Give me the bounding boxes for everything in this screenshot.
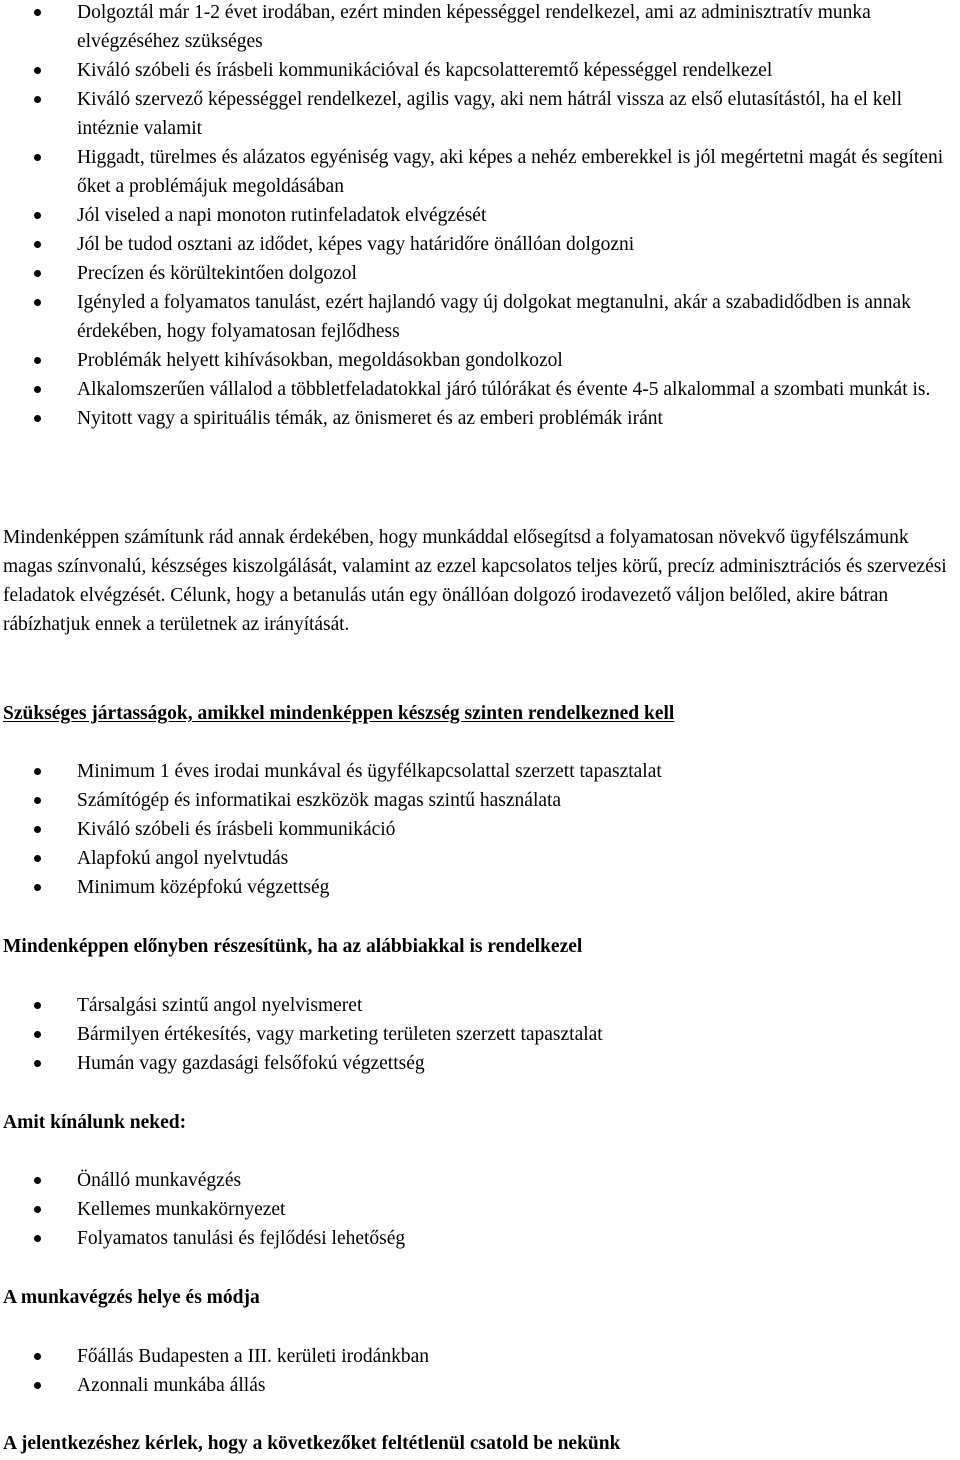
- list-item: [0, 1195, 960, 1224]
- list-item-text: Kiváló szervező képességgel rendelkezel, agilis vagy, aki nem hátrál vissza az első elutasítástól, ha el kell intéznie valamit: [77, 89, 903, 139]
- bullet-icon: [34, 884, 41, 891]
- list-item-text: Főállás Budapesten a III. kerületi irodánkban: [77, 1346, 429, 1367]
- list-item-text: Higgadt, türelmes és alázatos egyéniség vagy, aki képes a nehéz emberekkel is jól megértetni magát és segíteni őket a problémájuk megoldásában: [77, 147, 944, 197]
- bullet-icon: [34, 67, 41, 74]
- bullet-icon: [34, 1353, 41, 1360]
- offer-heading: Amit kínálunk neked:: [3, 1112, 187, 1133]
- list-item-text: Számítógép és informatikai eszközök magas szintű használata: [77, 790, 562, 811]
- list-item-text: Kellemes munkakörnyezet: [77, 1199, 286, 1220]
- list-item: [0, 1224, 960, 1253]
- list-item: [0, 1342, 960, 1371]
- application-heading: A jelentkezéshez kérlek, hogy a következőket feltétlenül csatold be nekünk: [3, 1433, 621, 1454]
- bullet-icon: [34, 1060, 41, 1067]
- list-item-text: Kiváló szóbeli és írásbeli kommunikáció: [77, 819, 396, 840]
- list-item: [0, 201, 960, 230]
- bullet-icon: [34, 415, 41, 422]
- bullet-icon: [34, 357, 41, 364]
- place-list: [0, 1342, 960, 1400]
- list-item-text: Alapfokú angol nyelvtudás: [77, 848, 289, 869]
- bullet-icon: [34, 1002, 41, 1009]
- list-item: [0, 1371, 960, 1400]
- bullet-icon: [34, 768, 41, 775]
- list-item: [0, 1049, 960, 1078]
- bullet-icon: [34, 1031, 41, 1038]
- advantages-list: [0, 991, 960, 1078]
- list-item-text: Dolgoztál már 1-2 évet irodában, ezért minden képességgel rendelkezel, ami az adminisztratív munka elvégzéséhez szükséges: [77, 2, 871, 52]
- bullet-icon: [34, 1235, 41, 1242]
- bullet-icon: [34, 154, 41, 161]
- bullet-icon: [34, 9, 41, 16]
- list-item-text: Minimum 1 éves irodai munkával és ügyfélkapcsolattal szerzett tapasztalat: [77, 761, 662, 782]
- bullet-icon: [34, 855, 41, 862]
- list-item-text: Jól be tudod osztani az idődet, képes vagy határidőre önállóan dolgozni: [77, 234, 635, 255]
- list-item-text: Minimum középfokú végzettség: [77, 877, 330, 898]
- bullet-icon: [34, 270, 41, 277]
- list-item: [0, 288, 960, 346]
- bullet-icon: [34, 212, 41, 219]
- list-item: [0, 844, 960, 873]
- skills-list: [0, 757, 960, 902]
- list-item: [0, 346, 960, 375]
- list-item: [0, 1020, 960, 1049]
- bullet-icon: [34, 299, 41, 306]
- advantages-heading: Mindenképpen előnyben részesítünk, ha az alábbiakkal is rendelkezel: [3, 936, 583, 957]
- bullet-icon: [34, 797, 41, 804]
- place-heading: A munkavégzés helye és módja: [3, 1287, 260, 1308]
- list-item-text: Önálló munkavégzés: [77, 1170, 242, 1191]
- list-item: [0, 786, 960, 815]
- list-item-text: Precízen és körültekintően dolgozol: [77, 263, 357, 284]
- list-item: [0, 0, 960, 56]
- list-item: [0, 375, 960, 404]
- list-item-text: Társalgási szintű angol nyelvismeret: [77, 995, 363, 1016]
- list-item: [0, 815, 960, 844]
- list-item-text: Igényled a folyamatos tanulást, ezért hajlandó vagy új dolgokat megtanulni, akár a szabadidődben is annak érdekében, hogy folyamatosan fejlődhess: [77, 292, 911, 342]
- offer-list: [0, 1166, 960, 1253]
- list-item-text: Azonnali munkába állás: [77, 1375, 266, 1396]
- list-item-text: Folyamatos tanulási és fejlődési lehetőség: [77, 1228, 406, 1249]
- list-item-text: Nyitott vagy a spirituális témák, az önismeret és az emberi problémák iránt: [77, 408, 663, 429]
- bullet-icon: [34, 1206, 41, 1213]
- bullet-icon: [34, 1382, 41, 1389]
- requirements-list: [0, 0, 960, 433]
- bullet-icon: [34, 241, 41, 248]
- list-item-text: Problémák helyett kihívásokban, megoldásokban gondolkozol: [77, 350, 563, 371]
- intro-paragraph: Mindenképpen számítunk rád annak érdekében, hogy munkáddal elősegítsd a folyamatosan növekvő ügyfélszámunk magas színvonalú, készséges kiszolgálását, valamint az ezzel kapcsolatos teljes körű, precíz adminisztrációs és szervezési feladatok elvégzését. Célunk, hogy a betanulás után egy önállóan dolgozó irodavezető váljon belőled, akire bátran rábízhatjuk ennek a területnek az irányítását.: [3, 527, 947, 635]
- list-item: [0, 143, 960, 201]
- list-item-text: Jól viseled a napi monoton rutinfeladatok elvégzését: [77, 205, 487, 226]
- list-item: [0, 1166, 960, 1195]
- bullet-icon: [34, 96, 41, 103]
- bullet-icon: [34, 386, 41, 393]
- bullet-icon: [34, 1177, 41, 1184]
- skills-heading: Szükséges jártasságok, amikkel mindenképpen készség szinten rendelkezned kell: [3, 703, 675, 724]
- bullet-icon: [34, 826, 41, 833]
- list-item-text: Kiváló szóbeli és írásbeli kommunikációval és kapcsolatteremtő képességgel rendelkezel: [77, 60, 773, 81]
- list-item: [0, 259, 960, 288]
- list-item: [0, 991, 960, 1020]
- list-item-text: Alkalomszerűen vállalod a többletfeladatokkal járó túlórákat és évente 4-5 alkalommal a szombati munkát is.: [77, 379, 931, 400]
- list-item: [0, 85, 960, 143]
- list-item: [0, 56, 960, 85]
- list-item: [0, 230, 960, 259]
- list-item: [0, 757, 960, 786]
- list-item-text: Bármilyen értékesítés, vagy marketing területen szerzett tapasztalat: [77, 1024, 603, 1045]
- list-item: [0, 404, 960, 433]
- list-item: [0, 873, 960, 902]
- list-item-text: Humán vagy gazdasági felsőfokú végzettség: [77, 1053, 425, 1074]
